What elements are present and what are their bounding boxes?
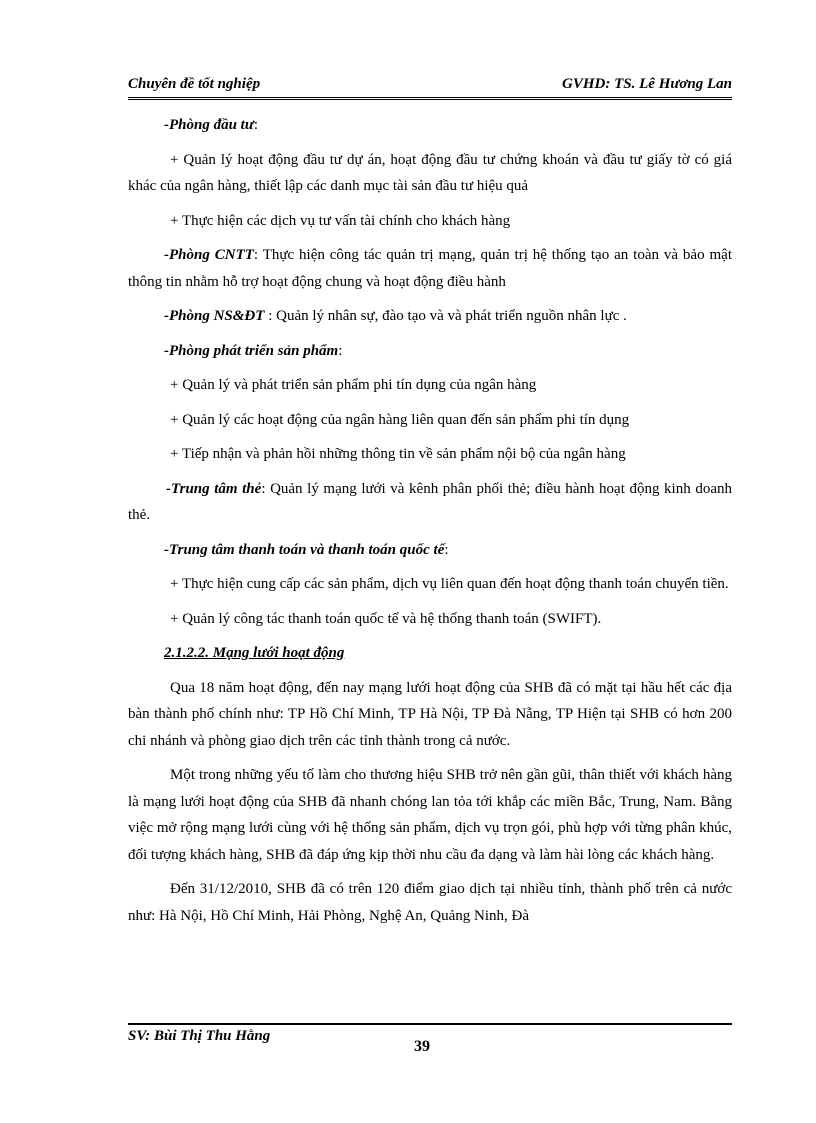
section-investment: -Phòng đầu tư: [164, 117, 259, 133]
header-title: Chuyên đề tốt nghiệp [128, 76, 261, 92]
paragraph: + Quản lý hoạt động đầu tư dự án, hoạt động đầu tư chứng khoán và đầu tư giấy tờ có giá khác của ngân hàng, thiết lập các danh mục tài sản đầu tư hiệu quả [128, 151, 732, 194]
header-divider [128, 97, 732, 100]
page-header [128, 76, 732, 98]
section-hr: -Phòng NS&ĐT : Quản lý nhân sự, đào tạo và và phát triển nguồn nhân lực . [164, 308, 627, 324]
paragraph: + Quản lý các hoạt động của ngân hàng liên quan đến sản phẩm phi tín dụng [170, 411, 630, 428]
paragraph: + Quản lý công tác thanh toán quốc tế và hệ thống thanh toán (SWIFT). [170, 610, 602, 627]
section-product-dev: -Phòng phát triển sản phẩm: [164, 342, 343, 359]
page-number: 39 [414, 1038, 430, 1055]
section-card-center: -Trung tâm thẻ: Quản lý mạng lưới và kênh phân phối thẻ; điều hành hoạt động kinh doanh thẻ. [128, 480, 732, 523]
paragraph: + Thực hiện các dịch vụ tư vấn tài chính cho khách hàng [170, 212, 511, 229]
paragraph: Qua 18 năm hoạt động, đến nay mạng lưới hoạt động của SHB đã có mặt tại hầu hết các địa bàn thành phố chính như: TP Hồ Chí Minh, TP Hà Nội, TP Đà Nẵng, TP Hiện tại SHB có hơn 200 chi nhánh và phòng giao dịch trên các tỉnh thành trong cả nước. [128, 679, 732, 749]
paragraph: + Thực hiện cung cấp các sản phẩm, dịch vụ liên quan đến hoạt động thanh toán chuyển tiền. [170, 576, 729, 592]
paragraph: + Tiếp nhận và phản hồi những thông tin về sản phẩm nội bộ của ngân hàng [170, 446, 626, 462]
footer-divider [128, 1023, 732, 1025]
paragraph: + Quản lý và phát triển sản phẩm phi tín dụng của ngân hàng [170, 377, 537, 393]
header-supervisor: GVHD: TS. Lê Hương Lan [562, 76, 732, 92]
paragraph: Một trong những yếu tố làm cho thương hiệu SHB trở nên gần gũi, thân thiết với khách hàng là mạng lưới hoạt động của SHB đã nhanh chóng lan tỏa tới khắp các miền Bắc, Trung, Nam. Bằng việc mở rộng mạng lưới cùng với hệ thống sản phẩm, dịch vụ trọn gói, phù hợp với từng phân khúc, đối tượng khách hàng, SHB đã đáp ứng kịp thời nhu cầu đa dạng và làm hài lòng các khách hàng. [128, 767, 732, 863]
student-name: SV: Bùi Thị Thu Hằng [128, 1028, 271, 1044]
document-body [128, 112, 732, 937]
section-it: -Phòng CNTT: Thực hiện công tác quản trị mạng, quản trị hệ thống tạo an toàn và bảo mật thông tin nhằm hỗ trợ hoạt động chung và hoạt động điều hành [128, 247, 732, 290]
section-payment-center: -Trung tâm thanh toán và thanh toán quốc tế: [164, 541, 449, 558]
section-heading: 2.1.2.2. Mạng lưới hoạt động [164, 645, 345, 661]
paragraph: Đến 31/12/2010, SHB đã có trên 120 điểm giao dịch tại nhiều tỉnh, thành phố trên cả nước như: Hà Nội, Hồ Chí Minh, Hải Phòng, Nghệ An, Quảng Ninh, Đà [128, 881, 732, 924]
